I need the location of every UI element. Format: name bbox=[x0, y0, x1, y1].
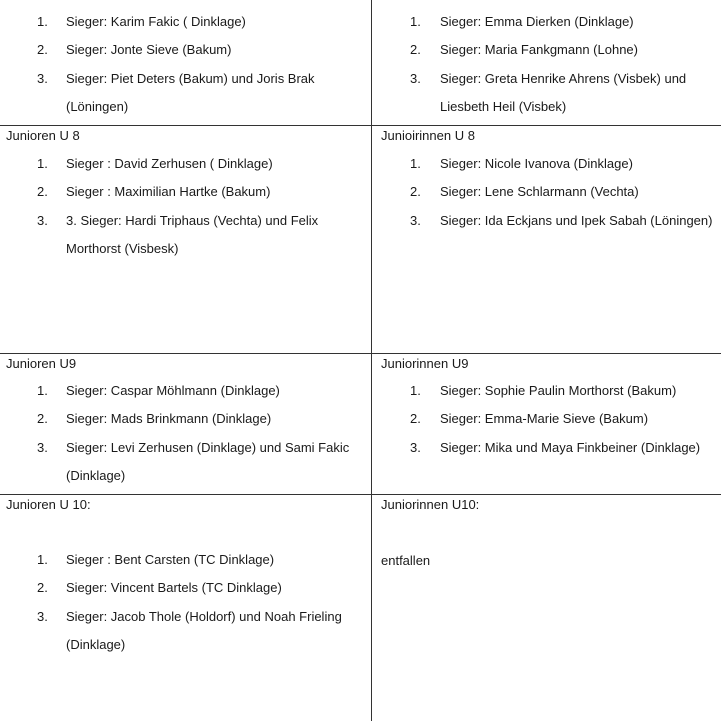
winner-text: Sieger : Maximilian Hartke (Bakum) bbox=[66, 184, 271, 200]
winner-text: Sieger : Bent Carsten (TC Dinklage) bbox=[66, 552, 275, 567]
cell-junioren-u10 bbox=[0, 495, 371, 721]
winner-text: Sieger: Karim Fakic ( Dinklage) bbox=[66, 14, 246, 29]
rank-number: 3. bbox=[37, 70, 48, 86]
rank-number: 3. bbox=[410, 439, 421, 455]
winner-text: Sieger: Mika und Maya Finkbeiner (Dinklage) bbox=[440, 439, 701, 455]
winner-list bbox=[0, 150, 371, 263]
winner-list bbox=[372, 150, 721, 235]
winner-text: Sieger: Mads Brinkmann (Dinklage) bbox=[66, 411, 272, 427]
list-item bbox=[0, 574, 371, 602]
rank-number: 2. bbox=[410, 42, 421, 58]
rank-number: 1. bbox=[37, 14, 48, 29]
rank-number: 3. bbox=[410, 212, 421, 228]
rank-number: 1. bbox=[410, 14, 421, 29]
winner-list bbox=[0, 8, 371, 121]
winner-list bbox=[372, 8, 721, 121]
winner-text: Sieger: Ida Eckjans und Ipek Sabah (Löningen) bbox=[440, 212, 713, 228]
winner-text: Sieger: Maria Fankgmann (Lohne) bbox=[440, 42, 638, 58]
cell-juniorinnen-u8 bbox=[372, 126, 721, 353]
list-item bbox=[0, 150, 371, 178]
cell-juniorinnen-u9 bbox=[372, 354, 721, 494]
cell-top-right bbox=[372, 0, 721, 125]
rank-number: 1. bbox=[37, 156, 48, 171]
list-item bbox=[372, 8, 721, 36]
winner-text: Sieger: Vincent Bartels (TC Dinklage) bbox=[66, 580, 282, 596]
winner-text: Sieger: Greta Henrike Ahrens (Visbek) und Liesbeth Heil (Visbek) bbox=[440, 70, 687, 114]
list-item bbox=[372, 150, 721, 178]
list-item bbox=[0, 377, 371, 405]
cancelled-note: entfallen bbox=[381, 553, 431, 568]
rank-number: 1. bbox=[410, 156, 421, 171]
list-item bbox=[0, 434, 371, 491]
rank-number: 1. bbox=[37, 383, 48, 398]
section-heading: Junioren U 10: bbox=[6, 497, 91, 512]
winner-text: Sieger: Nicole Ivanova (Dinklage) bbox=[440, 156, 633, 171]
rank-number: 2. bbox=[410, 184, 421, 200]
list-item bbox=[0, 36, 371, 64]
winner-text: Sieger: Piet Deters (Bakum) und Joris Brak (Löningen) bbox=[66, 70, 315, 114]
section-heading: Junioirinnen U 8 bbox=[381, 128, 475, 143]
rank-number: 2. bbox=[37, 42, 48, 58]
rank-number: 3. bbox=[410, 70, 421, 86]
list-item bbox=[0, 405, 371, 433]
rank-number: 3. bbox=[37, 439, 48, 455]
cell-junioren-u8 bbox=[0, 126, 371, 353]
winner-text: Sieger : David Zerhusen ( Dinklage) bbox=[66, 156, 273, 171]
section-heading: Juniorinnen U10: bbox=[381, 497, 480, 512]
rank-number: 1. bbox=[410, 383, 421, 398]
winner-text: Sieger: Levi Zerhusen (Dinklage) und Sami Fakic (Dinklage) bbox=[66, 439, 350, 483]
winner-text: Sieger: Emma Dierken (Dinklage) bbox=[440, 14, 634, 29]
section-heading: Juniorinnen U9 bbox=[381, 356, 469, 371]
list-item bbox=[0, 603, 371, 660]
list-item bbox=[372, 377, 721, 405]
list-item bbox=[372, 65, 721, 122]
list-item bbox=[0, 65, 371, 122]
winner-text: Sieger: Lene Schlarmann (Vechta) bbox=[440, 184, 639, 200]
list-item bbox=[372, 405, 721, 433]
rank-number: 2. bbox=[37, 184, 48, 200]
list-item bbox=[372, 36, 721, 64]
list-item bbox=[0, 178, 371, 206]
list-item bbox=[372, 207, 721, 235]
rank-number: 3. bbox=[37, 212, 48, 228]
list-item bbox=[372, 434, 721, 462]
list-item bbox=[0, 207, 371, 264]
winner-list bbox=[372, 377, 721, 462]
winner-text: Sieger: Caspar Möhlmann (Dinklage) bbox=[66, 383, 280, 398]
list-item bbox=[0, 8, 371, 36]
cell-junioren-u9 bbox=[0, 354, 371, 494]
winner-list bbox=[0, 377, 371, 490]
winner-text: Sieger: Emma-Marie Sieve (Bakum) bbox=[440, 411, 649, 427]
rank-number: 2. bbox=[410, 411, 421, 427]
winner-text: Sieger: Sophie Paulin Morthorst (Bakum) bbox=[440, 383, 677, 398]
winner-text: Sieger: Jonte Sieve (Bakum) bbox=[66, 42, 232, 58]
section-heading: Junioren U 8 bbox=[6, 128, 80, 143]
rank-number: 2. bbox=[37, 411, 48, 427]
rank-number: 2. bbox=[37, 580, 48, 596]
section-heading: Junioren U9 bbox=[6, 356, 77, 371]
cell-top-left bbox=[0, 0, 371, 125]
winner-text: Sieger: Jacob Thole (Holdorf) und Noah Frieling (Dinklage) bbox=[66, 608, 342, 652]
list-item bbox=[372, 178, 721, 206]
list-item bbox=[0, 546, 371, 574]
rank-number: 3. bbox=[37, 608, 48, 624]
cell-juniorinnen-u10 bbox=[372, 495, 721, 721]
rank-number: 1. bbox=[37, 552, 48, 567]
winner-text: 3. Sieger: Hardi Triphaus (Vechta) und Felix Morthorst (Visbesk) bbox=[66, 212, 319, 256]
winner-list bbox=[0, 546, 371, 659]
